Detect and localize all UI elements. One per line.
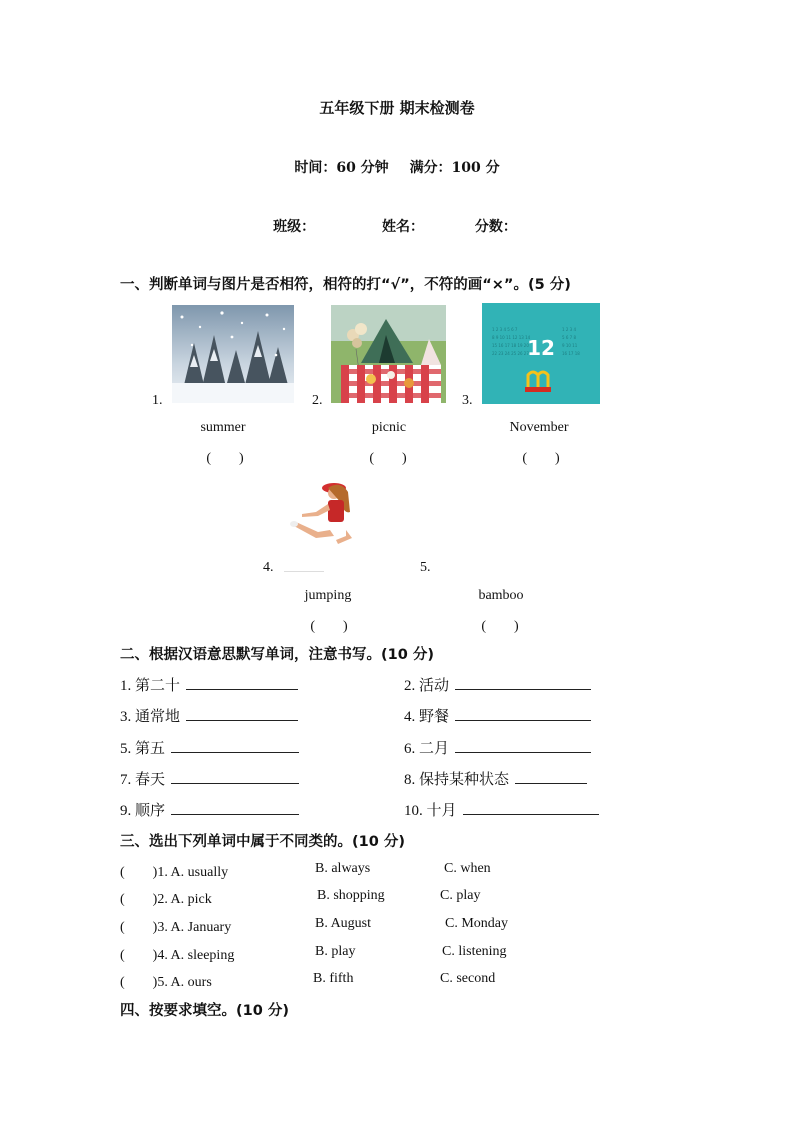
s1-answer-2[interactable]: ( ) <box>369 451 407 466</box>
s2-item-number: 9. <box>120 803 132 819</box>
s2-item-4 <box>404 705 591 726</box>
image-placeholder-line <box>284 571 324 572</box>
s3-q2-stem[interactable]: ( )2. A. pick <box>120 892 212 907</box>
answer-blank[interactable] <box>171 769 299 784</box>
s2-item-number: 2. <box>404 678 416 694</box>
name-field-label: 姓名： <box>382 219 424 235</box>
answer-blank[interactable] <box>455 738 591 753</box>
s2-item-number: 7. <box>120 772 132 788</box>
section4-heading: 四、按要求填空。(10 分) <box>120 1003 289 1019</box>
s1-item1-number: 1. <box>152 393 163 408</box>
s2-item-number: 3. <box>120 709 132 725</box>
s2-item-8 <box>404 768 587 789</box>
svg-text:15 16 17 18 19 20: 15 16 17 18 19 20 <box>492 343 529 348</box>
jumping-girl-image <box>290 478 365 550</box>
s2-item-7 <box>120 768 299 789</box>
score-field-label: 分数： <box>474 219 517 235</box>
s2-item-3 <box>120 705 298 726</box>
s2-item-label: 春天 <box>135 770 166 788</box>
s2-item-label: 保持某种状态 <box>419 770 510 788</box>
s1-word-picnic: picnic <box>371 420 407 435</box>
s3-q1-option-c: C. when <box>444 861 491 876</box>
s3-q4-option-c: C. listening <box>442 944 507 959</box>
s2-item-label: 十月 <box>426 801 457 819</box>
s2-item-2 <box>404 674 591 695</box>
s1-item4-number: 4. <box>263 560 274 575</box>
s3-q4-stem[interactable]: ( )4. A. sleeping <box>120 948 235 963</box>
answer-blank[interactable] <box>515 769 587 784</box>
class-field-label: 班级： <box>273 219 316 235</box>
s2-item-label: 第二十 <box>135 676 181 694</box>
calendar-12-image <box>482 303 600 404</box>
s2-item-label: 野餐 <box>419 707 450 725</box>
s2-item-number: 4. <box>404 709 416 725</box>
exam-meta <box>0 157 794 177</box>
answer-blank[interactable] <box>186 675 298 690</box>
svg-text:1 2 3 4: 1 2 3 4 <box>562 327 576 332</box>
s1-item5-number: 5. <box>420 560 431 575</box>
s2-item-9 <box>120 799 299 820</box>
s1-item2-number: 2. <box>312 393 323 408</box>
s1-word-bamboo: bamboo <box>478 588 524 603</box>
svg-text:5 6 7 8: 5 6 7 8 <box>562 335 576 340</box>
answer-blank[interactable] <box>186 706 298 721</box>
s1-word-jumping: jumping <box>304 588 352 603</box>
s1-word-summer: summer <box>200 420 246 435</box>
s1-item3-number: 3. <box>462 393 473 408</box>
s1-answer-1[interactable]: ( ) <box>206 451 244 466</box>
s2-item-number: 1. <box>120 678 132 694</box>
answer-blank[interactable] <box>463 800 599 815</box>
s2-item-number: 5. <box>120 741 132 757</box>
calendar-number: 12 <box>527 336 555 360</box>
s2-item-10 <box>404 799 599 820</box>
s3-q3-stem[interactable]: ( )3. A. January <box>120 920 232 935</box>
s3-q5-stem[interactable]: ( )5. A. ours <box>120 975 212 990</box>
s3-q3-option-c: C. Monday <box>445 916 508 931</box>
page-title: 五年级下册 期末检测卷 <box>319 99 475 117</box>
s3-q1-stem[interactable]: ( )1. A. usually <box>120 865 229 880</box>
s3-q2-option-c: C. play <box>440 888 481 903</box>
s2-item-label: 第五 <box>135 739 166 757</box>
s1-answer-4[interactable]: ( ) <box>310 619 348 634</box>
section3-heading: 三、选出下列单词中属于不同类的。(10 分) <box>120 834 405 850</box>
s3-q4-option-b: B. play <box>315 944 356 959</box>
s3-q2-option-b: B. shopping <box>317 888 385 903</box>
svg-text:9 10 11: 9 10 11 <box>562 343 578 348</box>
answer-blank[interactable] <box>455 706 591 721</box>
svg-text:16 17 18: 16 17 18 <box>562 351 580 356</box>
picnic-image <box>331 305 446 403</box>
s2-item-number: 6. <box>404 741 416 757</box>
snowy-forest-image <box>172 305 294 403</box>
s2-item-label: 通常地 <box>135 707 181 725</box>
s2-item-label: 二月 <box>419 739 450 757</box>
svg-text:22 23 24 25 26 27: 22 23 24 25 26 27 <box>492 351 529 356</box>
s2-item-1 <box>120 674 298 695</box>
answer-blank[interactable] <box>171 800 299 815</box>
s2-item-5 <box>120 737 299 758</box>
s3-q5-option-b: B. fifth <box>313 971 354 986</box>
s1-answer-5[interactable]: ( ) <box>481 619 519 634</box>
answer-blank[interactable] <box>171 738 299 753</box>
s1-word-november: November <box>509 420 569 435</box>
s2-item-label: 顺序 <box>135 801 166 819</box>
s3-q3-option-b: B. August <box>315 916 372 931</box>
exam-time: 时间：60 分钟 <box>294 160 389 176</box>
student-info <box>0 216 794 236</box>
s3-q1-option-b: B. always <box>315 861 371 876</box>
s2-item-label: 活动 <box>419 676 450 694</box>
section2-heading: 二、根据汉语意思默写单词，注意书写。(10 分) <box>120 647 434 663</box>
s1-answer-3[interactable]: ( ) <box>522 451 560 466</box>
s2-item-number: 10. <box>404 803 423 819</box>
s2-item-number: 8. <box>404 772 416 788</box>
s2-item-6 <box>404 737 591 758</box>
svg-text:1 2 3 4 5 6 7: 1 2 3 4 5 6 7 <box>492 327 518 332</box>
s3-q5-option-c: C. second <box>440 971 496 986</box>
svg-text:8 9 10 11 12 13 14: 8 9 10 11 12 13 14 <box>492 335 531 340</box>
answer-blank[interactable] <box>455 675 591 690</box>
section1-heading: 一、判断单词与图片是否相符，相符的打“√”，不符的画“×”。(5 分) <box>120 277 571 293</box>
exam-full-score: 满分：100 分 <box>409 160 500 176</box>
